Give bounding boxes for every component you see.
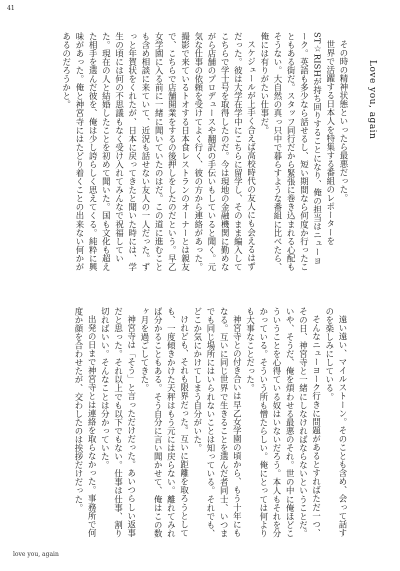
paragraph: 遠い遠い、マイルストーン。そのことも含め、会って話すのを楽しみにしている。	[324, 307, 348, 538]
paragraph: 出発の日まで神宮寺とは連絡を取らなかった。事務所で何度か顔を合わせたが、交わしたのは挨拶だけだった。	[73, 307, 98, 538]
paragraph: そんなニューヨーク行きに問題があるとすればただ一つ、その日、神宮寺と一緒にしなければならないということだ。いや、そうだ、俺を煩わせる最悪のそれ。世の中に俺ほどこういうことを心得ている奴はいないだろう。本人もそれを分かっている。そういう所も憎たらしい。俺にとっては何よりも大事なことだった。	[245, 307, 322, 538]
paragraph: 神宮寺との付き合いは早乙女学園の頃から、もう十年にもなる。互いに同じ世界で生きることを選んだ者同士、いつまでも同じ場所にはいられないことは知っている。それでも、どこか気にかけてしまう自分がいた。	[192, 307, 243, 538]
text-block-bottom	[31, 307, 349, 543]
paragraph: 神宮寺は「そう」と言っただけだった。あいつらしい返事だと思った。それ以上でも以下でもない。仕事は仕事、割り切ればいい。そんなことは分かっていた。	[100, 307, 137, 538]
running-title: Love you, again	[367, 60, 377, 140]
paragraph: その時の精神状態といったら最悪だった。	[339, 40, 349, 203]
paragraph: 世界で活躍する日本人を特集する番組のレポーターをST☆RISHが持ち回りすることになり、俺の担当はニューヨーク。英語も多少なら話せるし、短い期間なら何度か行ったこともある街だ。スタッフ同行だから緊張に巻き込まれる心配もそうない。大自然の真っ只中で暮らすような番組に比べたら、俺には有りがたい仕事だ。	[259, 32, 336, 272]
paragraph: けれども、それも限界だった。互いに距離を取ろうとしても、一度傾きかけた天秤はもう元には戻らない。離れてみれば分かることもある。そう自分に言い聞かせて、俺はこの数ヶ月を過ごしてきた。	[139, 307, 190, 538]
page-footer: love you, again	[13, 551, 59, 558]
page-number: 41	[7, 5, 15, 12]
text-block-top	[29, 32, 350, 272]
paragraph: スケジュールが上手く合えば高校時代の友人にも会えるはずだった。彼は大学在学中にこちらに留学し、そのまま編入してこちらで学士号を取得したのだ。今は現地の金融機関に勤めながら店舗のプロデュースや翻訳の手伝いもしていると聞く。元気な仕事の依頼を受けてよく行く、彼の方から連絡があった。撮影で来ているトオする日本食レストランのオーナーとは親友で、こちらで店舗開業をするの後押しをしたのだという。早乙女学園に入る前に一緒に聞いていたのはだ。この道に進むことも含め相談に来ていて、近況も話せない友人の一人だった。ずっと年賀状をくれたが、日本に戻ってきたと聞いた時には、学生の頃には何の不思議もなく受け入れてみんなで祝福していた。現在の人と結婚したことを初めて聞いた。国も文化も超えた相手を選んだ彼を、俺は少し誇らしく思えてくる。純粋に興味があった。俺と神宮寺にはたどり着くことの出来ない何かがあるのだろうかと。	[61, 32, 257, 272]
